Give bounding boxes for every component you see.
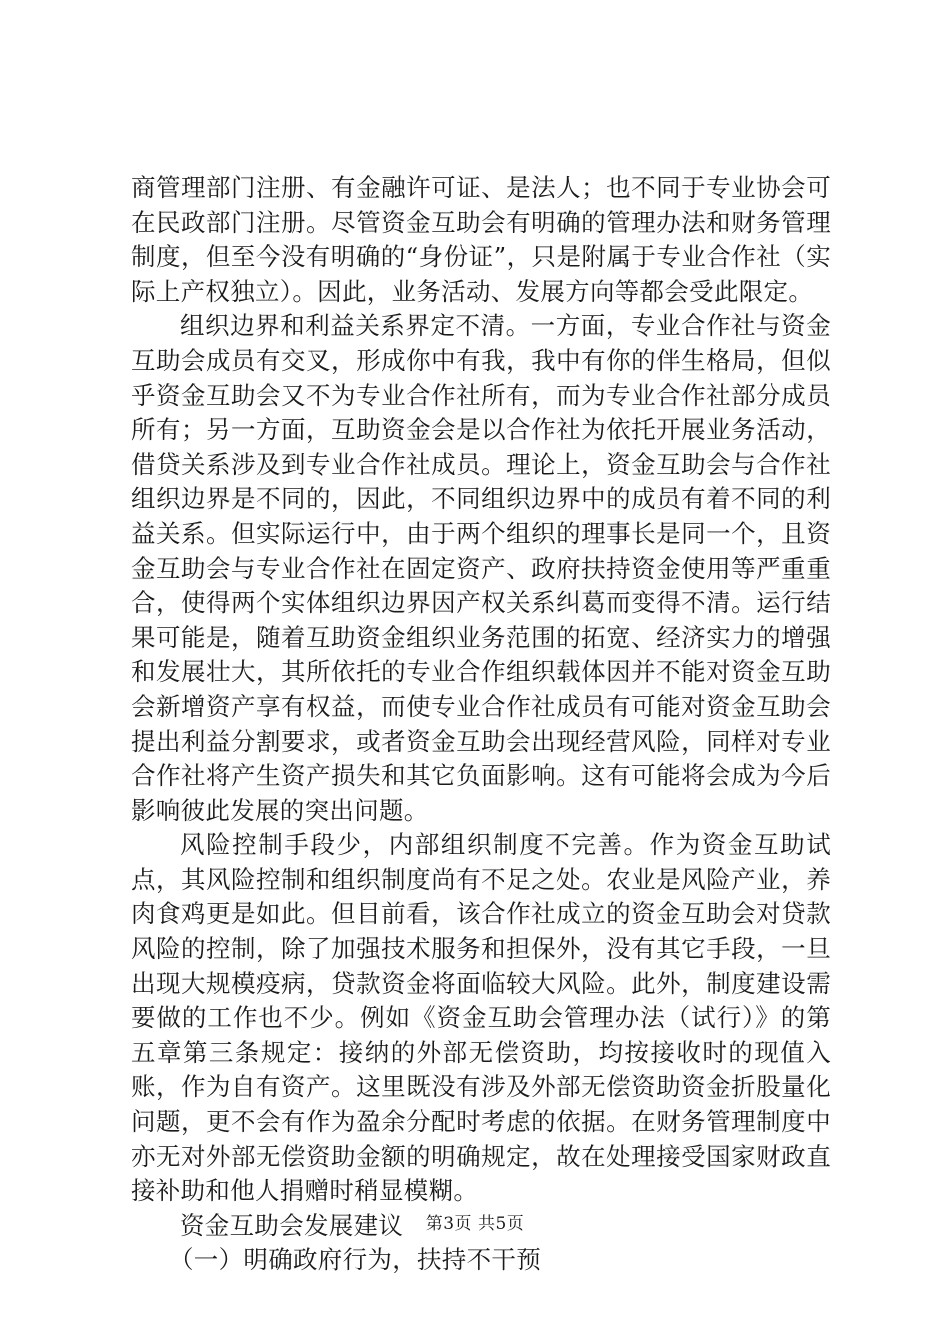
page-footer: [0, 1213, 950, 1235]
sub-heading: （一）明确政府行为，扶持不干预: [169, 1245, 541, 1275]
paragraph-organization-boundary: 组织边界和利益关系界定不清。一方面，专业合作社与资金互助会成员有交叉，形成你中有我，我中有你的伴生格局，但似乎资金互助会又不为专业合作社所有，而为专业合作社部分成员所有；另一方面，互助资金会是以合作社为依托开展业务活动，借贷关系涉及到专业合作社成员。理论上，资金互助会与合作社组织边界是不同的，因此，不同组织边界中的成员有着不同的利益关系。但实际运行中，由于两个组织的理事长是同一个，且资金互助会与专业合作社在固定资产、政府扶持资金使用等严重重合，使得两个实体组织边界因产权关系纠葛而变得不清。运行结果可能是，随着互助资金组织业务范围的拓宽、经济实力的增强和发展壮大，其所依托的专业合作组织载体因并不能对资金互助会新增资产享有权益，而使专业合作社成员有可能对资金互助会提出利益分割要求，或者资金互助会出现经营风险，同样对专业合作社将产生资产损失和其它负面影响。这有可能将会成为今后影响彼此发展的突出问题。: [131, 311, 831, 825]
section-heading: 资金互助会发展建议: [180, 1210, 404, 1240]
paragraph-continuation: 商管理部门注册、有金融许可证、是法人；也不同于专业协会可在民政部门注册。尽管资金互助会有明确的管理办法和财务管理制度，但至今没有明确的“身份证”，只是附属于专业合作社（实际上产权独立）。因此，业务活动、发展方向等都会受此限定。: [131, 173, 831, 306]
page-number-label: 第3页 共5页: [425, 1214, 525, 1234]
paragraph-risk-control: 风险控制手段少，内部组织制度不完善。作为资金互助试点，其风险控制和组织制度尚有不足之处。农业是风险产业，养肉食鸡更是如此。但目前看，该合作社成立的资金互助会对贷款风险的控制，除了加强技术服务和担保外，没有其它手段，一旦出现大规模疫病，贷款资金将面临较大风险。此外，制度建设需要做的工作也不少。例如《资金互助会管理办法（试行）》的第五章第三条规定：接纳的外部无偿资助，均按接收时的现值入账，作为自有资产。这里既没有涉及外部无偿资助资金折股量化问题，更不会有作为盈余分配时考虑的依据。在财务管理制度中亦无对外部无偿资助金额的明确规定，故在处理接受国家财政直接补助和他人捐赠时稍显模糊。: [131, 830, 831, 1206]
document-body: [131, 171, 831, 1278]
